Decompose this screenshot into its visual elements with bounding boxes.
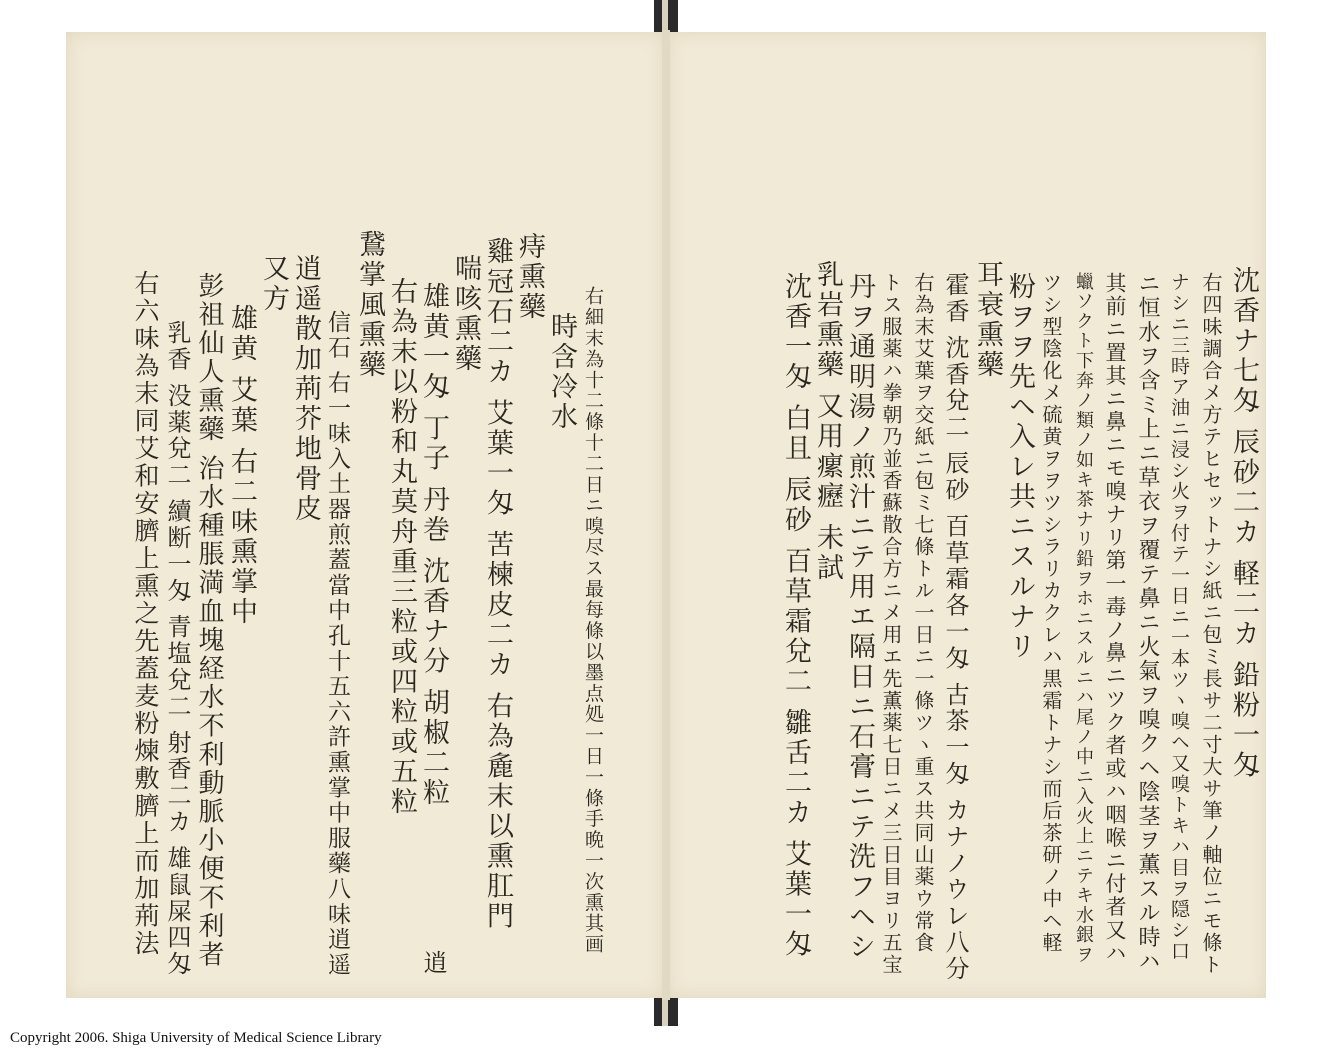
right-column-12: トス服薬ハ拳朝乃並香蘇散合方ニメ用エ先薫薬七日ニメ三日目ヨリ五宝 [879, 272, 903, 976]
right-column-3: ナシニ三時ア油ニ浸シ火ヲ付テ一日ニ一本ツヽ嗅ヘ又嗅トキハ目ヲ隠シ口 [1168, 272, 1190, 962]
left-column-8: 鵞掌風熏藥 [354, 230, 385, 380]
left-column-2: 時含冷水 [546, 312, 577, 432]
gutter [662, 30, 670, 1000]
left-column-9: 信石 右一味入土器煎蓋當中孔十五六許熏掌中服藥八味逍遥 [324, 310, 350, 978]
left-column-10: 逍遥散加荊芥地骨皮 [290, 254, 321, 524]
right-page [668, 32, 1266, 998]
left-column-12: 雄黄 艾葉 右二味熏掌中 [226, 304, 257, 628]
right-column-8: 粉ヲヲ先ヘ入レ共ニスルナリ [1004, 272, 1035, 662]
copyright-notice: Copyright 2006. Shiga University of Medical Science Library [10, 1030, 382, 1046]
left-column-7: 右為末以粉和丸莫舟重三粒或四粒或五粒 [386, 277, 417, 817]
right-column-9: 耳衰熏藥 [972, 260, 1003, 380]
left-column-5: 喘咳熏藥 [450, 254, 481, 374]
margin-note: 逍 [419, 950, 447, 977]
right-column-2: 右四味調合メ方テヒセットナシ紙ニ包ミ長サ二寸大サ筆ノ軸位ニモ條ト [1199, 272, 1223, 976]
right-column-1: 沈香ナ七匁 辰砂二カ 軽二カ 鉛粉一匁 [1228, 266, 1259, 781]
right-column-11: 右為末艾葉ヲ交紙ニ包ミ七條トル一日ニ一條ツヽ重ス共同山薬ウ常食 [911, 272, 935, 954]
left-column-15: 右六味為末同艾和安臍上熏之先蓋麦粉煉敷臍上而加荊法 [131, 270, 160, 958]
right-column-6: 蠟ソクト下奔ノ類ノ如キ茶ナリ鉛ヲホニスルニハ尾ノ中ニ入火上ニテキ水銀ヲ [1073, 272, 1094, 965]
left-column-3: 痔熏藥 [514, 232, 545, 322]
left-column-1: 右細末為十二條十二日ニ嗅尽ス最每條以墨点処一日一條手晩一次熏其画 [582, 286, 604, 955]
right-column-15: 沈香一匁 白且 辰砂 百草霜兌二 雛舌二カ 艾葉一匁 [780, 272, 811, 960]
left-column-14: 乳香 没薬兌二 續断一匁 青塩兌二 射香二カ 雄鼠屎四匁 [163, 320, 191, 978]
right-column-7: ツシ型陰化メ硫黄ヲヲツシラリカクレハ黒霜トナシ而后茶研ノ中ヘ軽 [1039, 272, 1063, 954]
right-column-5: 其前ニ置其ニ鼻ニモ嗅ナリ第一毒ノ鼻ニツク者或ハ咽喉ニ付者又ハ [1103, 272, 1127, 965]
right-column-14: 乳岩熏藥 又用瘰癧 未試 [812, 260, 843, 584]
right-column-10: 霍香 沈香兌二 辰砂 百草霜各一匁 古茶一匁 カナノウレ八分 [941, 272, 969, 983]
right-column-4: ニ恒水ヲ含ミ上ニ草衣ヲ覆テ鼻ニ火氣ヲ嗅クヘ陰茎ヲ薫スル時ハ [1135, 272, 1160, 974]
left-column-6: 雄黄一匁 丁子 丹巻 沈香ナ分 胡椒二粒 [418, 282, 449, 809]
right-column-13: 丹ヲ通明湯ノ煎汁ニテ用エ隔日ニ石膏ニテ洗フヘシ [844, 272, 875, 962]
left-column-11: 又方 [258, 254, 289, 314]
left-column-13: 彭祖仙人熏藥 治水種脹満血塊経水不利動脈小便不利者 [194, 272, 224, 970]
left-page [66, 32, 664, 998]
left-column-4: 雞冠石二カ 艾葉一匁 苦楝皮二カ 右為麁末以熏肛門 [482, 237, 513, 932]
